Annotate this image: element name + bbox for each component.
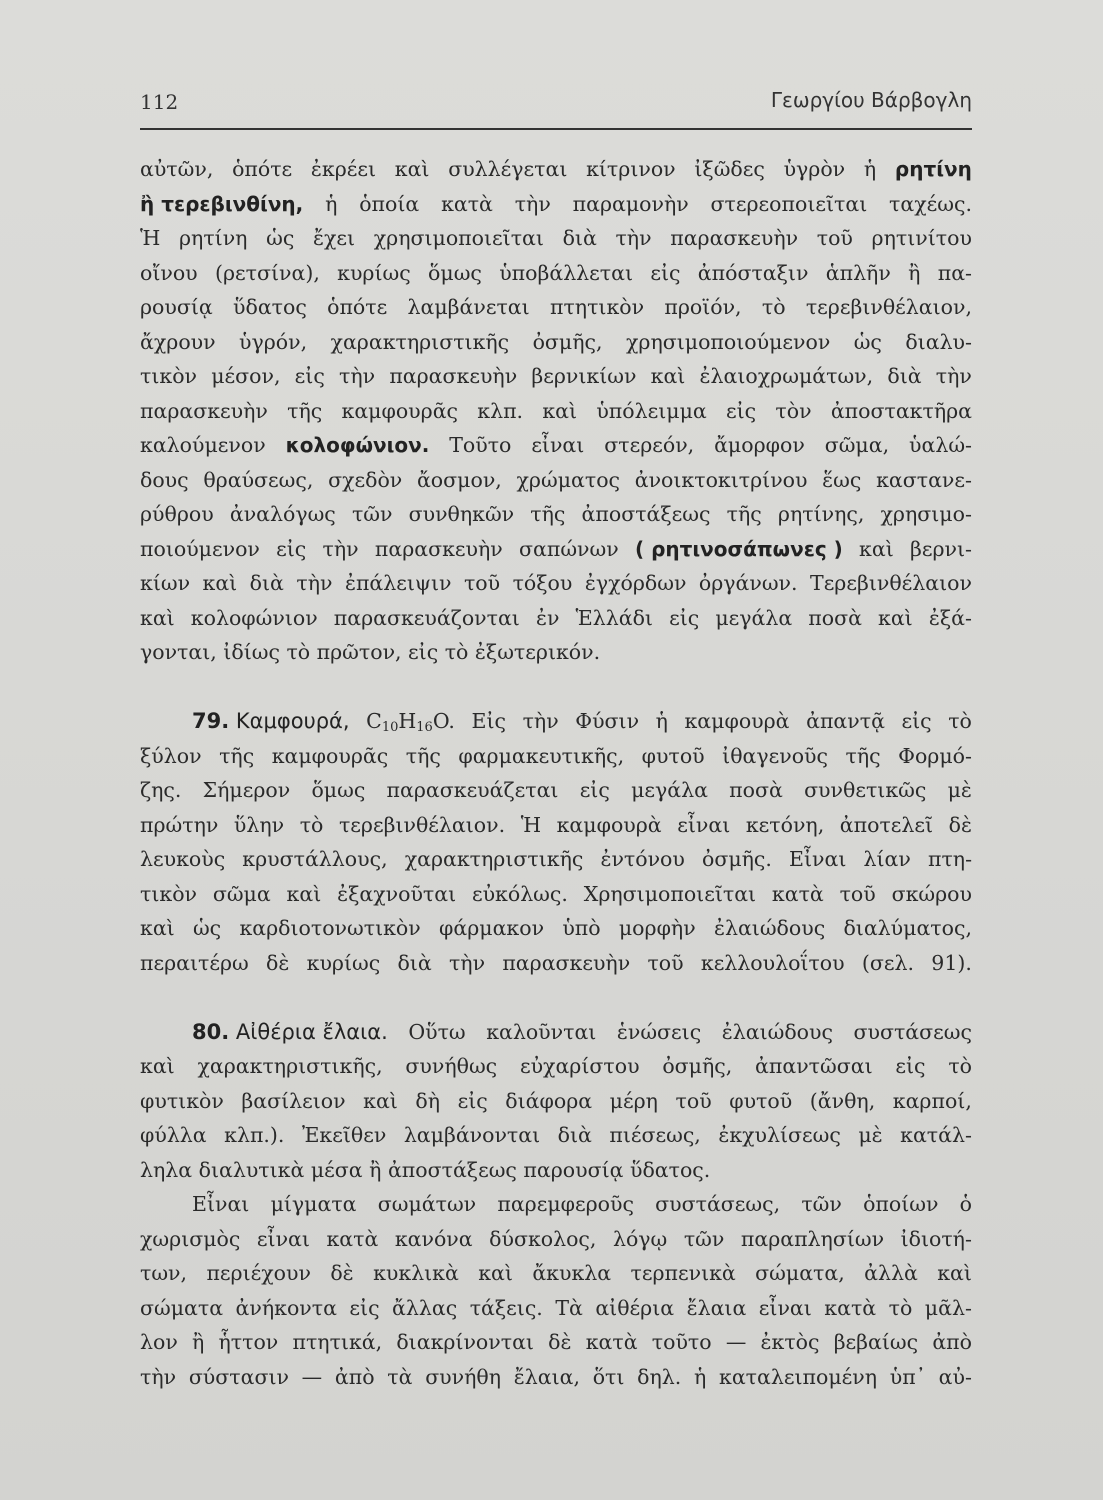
text-line: ξύλον τῆς καμφουρᾶς τῆς φαρμακευτικῆς, φυτοῦ ἰθαγενοῦς τῆς Φορμό- [140,743,972,768]
section-heading: 80. Αἰθέρια ἔλαια. [192,1019,388,1044]
paragraph-gap [140,980,972,1015]
text-line: τικὸν σῶμα καὶ ἐξαχνοῦται εὐκόλως. Χρησιμοποιεῖται κατὰ τοῦ σκώρου [140,881,972,906]
text-line: τικὸν μέσον, εἰς τὴν παρασκευὴν βερνικίων καὶ ἐλαιοχρωμάτων, διὰ τὴν [140,364,972,388]
text-line: ἄχρουν ὑγρόν, χαρακτηριστικῆς ὀσμῆς, χρησιμοποιούμενον ὡς διαλυ- [140,329,972,354]
page-number: 112 [140,90,179,114]
section-80-heading-line: 80. Αἰθέρια ἔλαια. Οὕτω καλοῦνται ἑνώσεις ἐλαιώδους συστάσεως [140,1015,972,1050]
text-line: των, περιέχουν δὲ κυκλικὰ καὶ ἄκυκλα τερπενικὰ σώματα, ἀλλὰ καὶ [140,1261,972,1285]
text-line: Ἡ ρητίνη ὡς ἔχει χρησιμοποιεῖται διὰ τὴν παρασκευὴν τοῦ ρητινίτου [140,226,972,250]
text-line: καὶ κολοφώνιον παρασκευάζονται ἐν Ἑλλάδι εἰς μεγάλα ποσὰ καὶ ἐξά- [140,605,972,630]
text-line: λευκοὺς κρυστάλλους, χαρακτηριστικῆς ἐντόνου ὀσμῆς. Εἶναι λίαν πτη- [140,847,972,871]
text-line: καὶ ὡς καρδιοτονωτικὸν φάρμακον ὑπὸ μορφὴν ἐλαιώδους διαλύματος, [140,916,972,940]
text-line: περαιτέρω δὲ κυρίως διὰ τὴν παρασκευὴν τοῦ κελλουλοΐτου (σελ. 91). [140,950,972,975]
bold-term: κολοφώνιον. [285,433,430,457]
text-line: φυτικὸν βασίλειον καὶ δὴ εἰς διάφορα μέρη τοῦ φυτοῦ (ἄνθη, καρποί, [140,1088,972,1113]
section-79-heading-line: 79. Καμφουρά, $C_{10}H_{16}O$. Εἰς τὴν Φύσιν ἡ καμφουρὰ ἀπαντᾷ εἰς τὸ [140,704,972,739]
running-head: Γεωργίου Βάρβογλη [770,88,972,112]
text-line: Εἶναι μίγματα σωμάτων παρεμφεροῦς συστάσεως, τῶν ὁποίων ὁ [192,1192,972,1216]
page-header [140,88,972,130]
bold-term: ρητίνη [894,157,972,181]
text-line: ρύθρου ἀναλόγως τῶν συνθηκῶν τῆς ἀποστάξεως τῆς ρητίνης, χρησιμο- [140,502,972,526]
text-line: ποιούμενον εἰς τὴν παρασκευὴν σαπώνων ( ρητινοσάπωνες ) καὶ βερνι- [140,532,972,567]
text-line: ρουσίᾳ ὕδατος ὁπότε λαμβάνεται πτητικὸν προϊόν, τὸ τερεβινθέλαιον, [140,295,972,319]
text-line: τὴν σύστασιν — ἀπὸ τὰ συνήθη ἔλαια, ὅτι δηλ. ἡ καταλειπομένη ὑπ᾿ αὐ- [140,1364,972,1389]
text-line: λον ἢ ἧττον πτητικά, διακρίνονται δὲ κατὰ τοῦτο — ἐκτὸς βεβαίως ἀπὸ [140,1330,972,1354]
text-line: δους θραύσεως, σχεδὸν ἄοσμον, χρώματος ἀνοικτοκιτρίνου ἕως καστανε- [140,467,972,492]
chemical-formula: $C_{10}H_{16}O$. [366,709,455,735]
bold-term: ἢ τερεβινθίνη, [140,191,304,216]
text-line: παρασκευὴν τῆς καμφουρᾶς κλπ. καὶ ὑπόλειμμα εἰς τὸν ἀποστακτῆρα [140,398,972,423]
text-line: ζης. Σήμερον ὅμως παρασκευάζεται εἰς μεγάλα ποσὰ συνθετικῶς μὲ [140,778,972,802]
text-line: καὶ χαρακτηριστικῆς, συνήθως εὐχαρίστου ὀσμῆς, ἀπαντῶσαι εἰς τὸ [140,1054,972,1078]
bold-term: ( ρητινοσάπωνες ) [634,536,843,561]
text-line: καλούμενον κολοφώνιον. Τοῦτο εἶναι στερεόν, ἄμορφον σῶμα, ὑαλώ- [140,428,972,463]
text-line: πρώτην ὕλην τὸ τερεβινθέλαιον. Ἡ καμφουρὰ εἶναι κετόνη, ἀποτελεῖ δὲ [140,812,972,837]
text-line: σώματα ἀνήκοντα εἰς ἄλλας τάξεις. Τὰ αἰθέρια ἔλαια εἶναι κατὰ τὸ μᾶλ- [140,1295,972,1320]
page-body [140,152,972,1394]
text-line: οἴνου (ρετσίνα), κυρίως ὅμως ὑποβάλλεται εἰς ἀπόσταξιν ἁπλῆν ἢ πα- [140,260,972,285]
section-heading: 79. Καμφουρά, [192,709,350,733]
text-line: κίων καὶ διὰ τὴν ἐπάλειψιν τοῦ τόξου ἐγχόρδων ὀργάνων. Τερεβινθέλαιον [140,571,972,595]
text-line: ἢ τερεβινθίνη, ἡ ὁποία κατὰ τὴν παραμονὴν στερεοποιεῖται ταχέως. [140,187,972,222]
text-line: φύλλα κλπ.). Ἐκεῖθεν λαμβάνονται διὰ πιέσεως, ἐκχυλίσεως μὲ κατάλ- [140,1123,972,1147]
paragraph-gap [140,670,972,705]
text-line: αὐτῶν, ὁπότε ἐκρέει καὶ συλλέγεται κίτρινον ἰξῶδες ὑγρὸν ἡ ρητίνη [140,152,972,187]
text-line: ληλα διαλυτικὰ μέσα ἢ ἀποστάξεως παρουσίᾳ ὕδατος. [140,1157,711,1182]
text-line: χωρισμὸς εἶναι κατὰ κανόνα δύσκολος, λόγῳ τῶν παραπλησίων ἰδιοτή- [140,1226,972,1251]
text-line: γονται, ἰδίως τὸ πρῶτον, εἰς τὸ ἐξωτερικόν. [140,640,601,664]
